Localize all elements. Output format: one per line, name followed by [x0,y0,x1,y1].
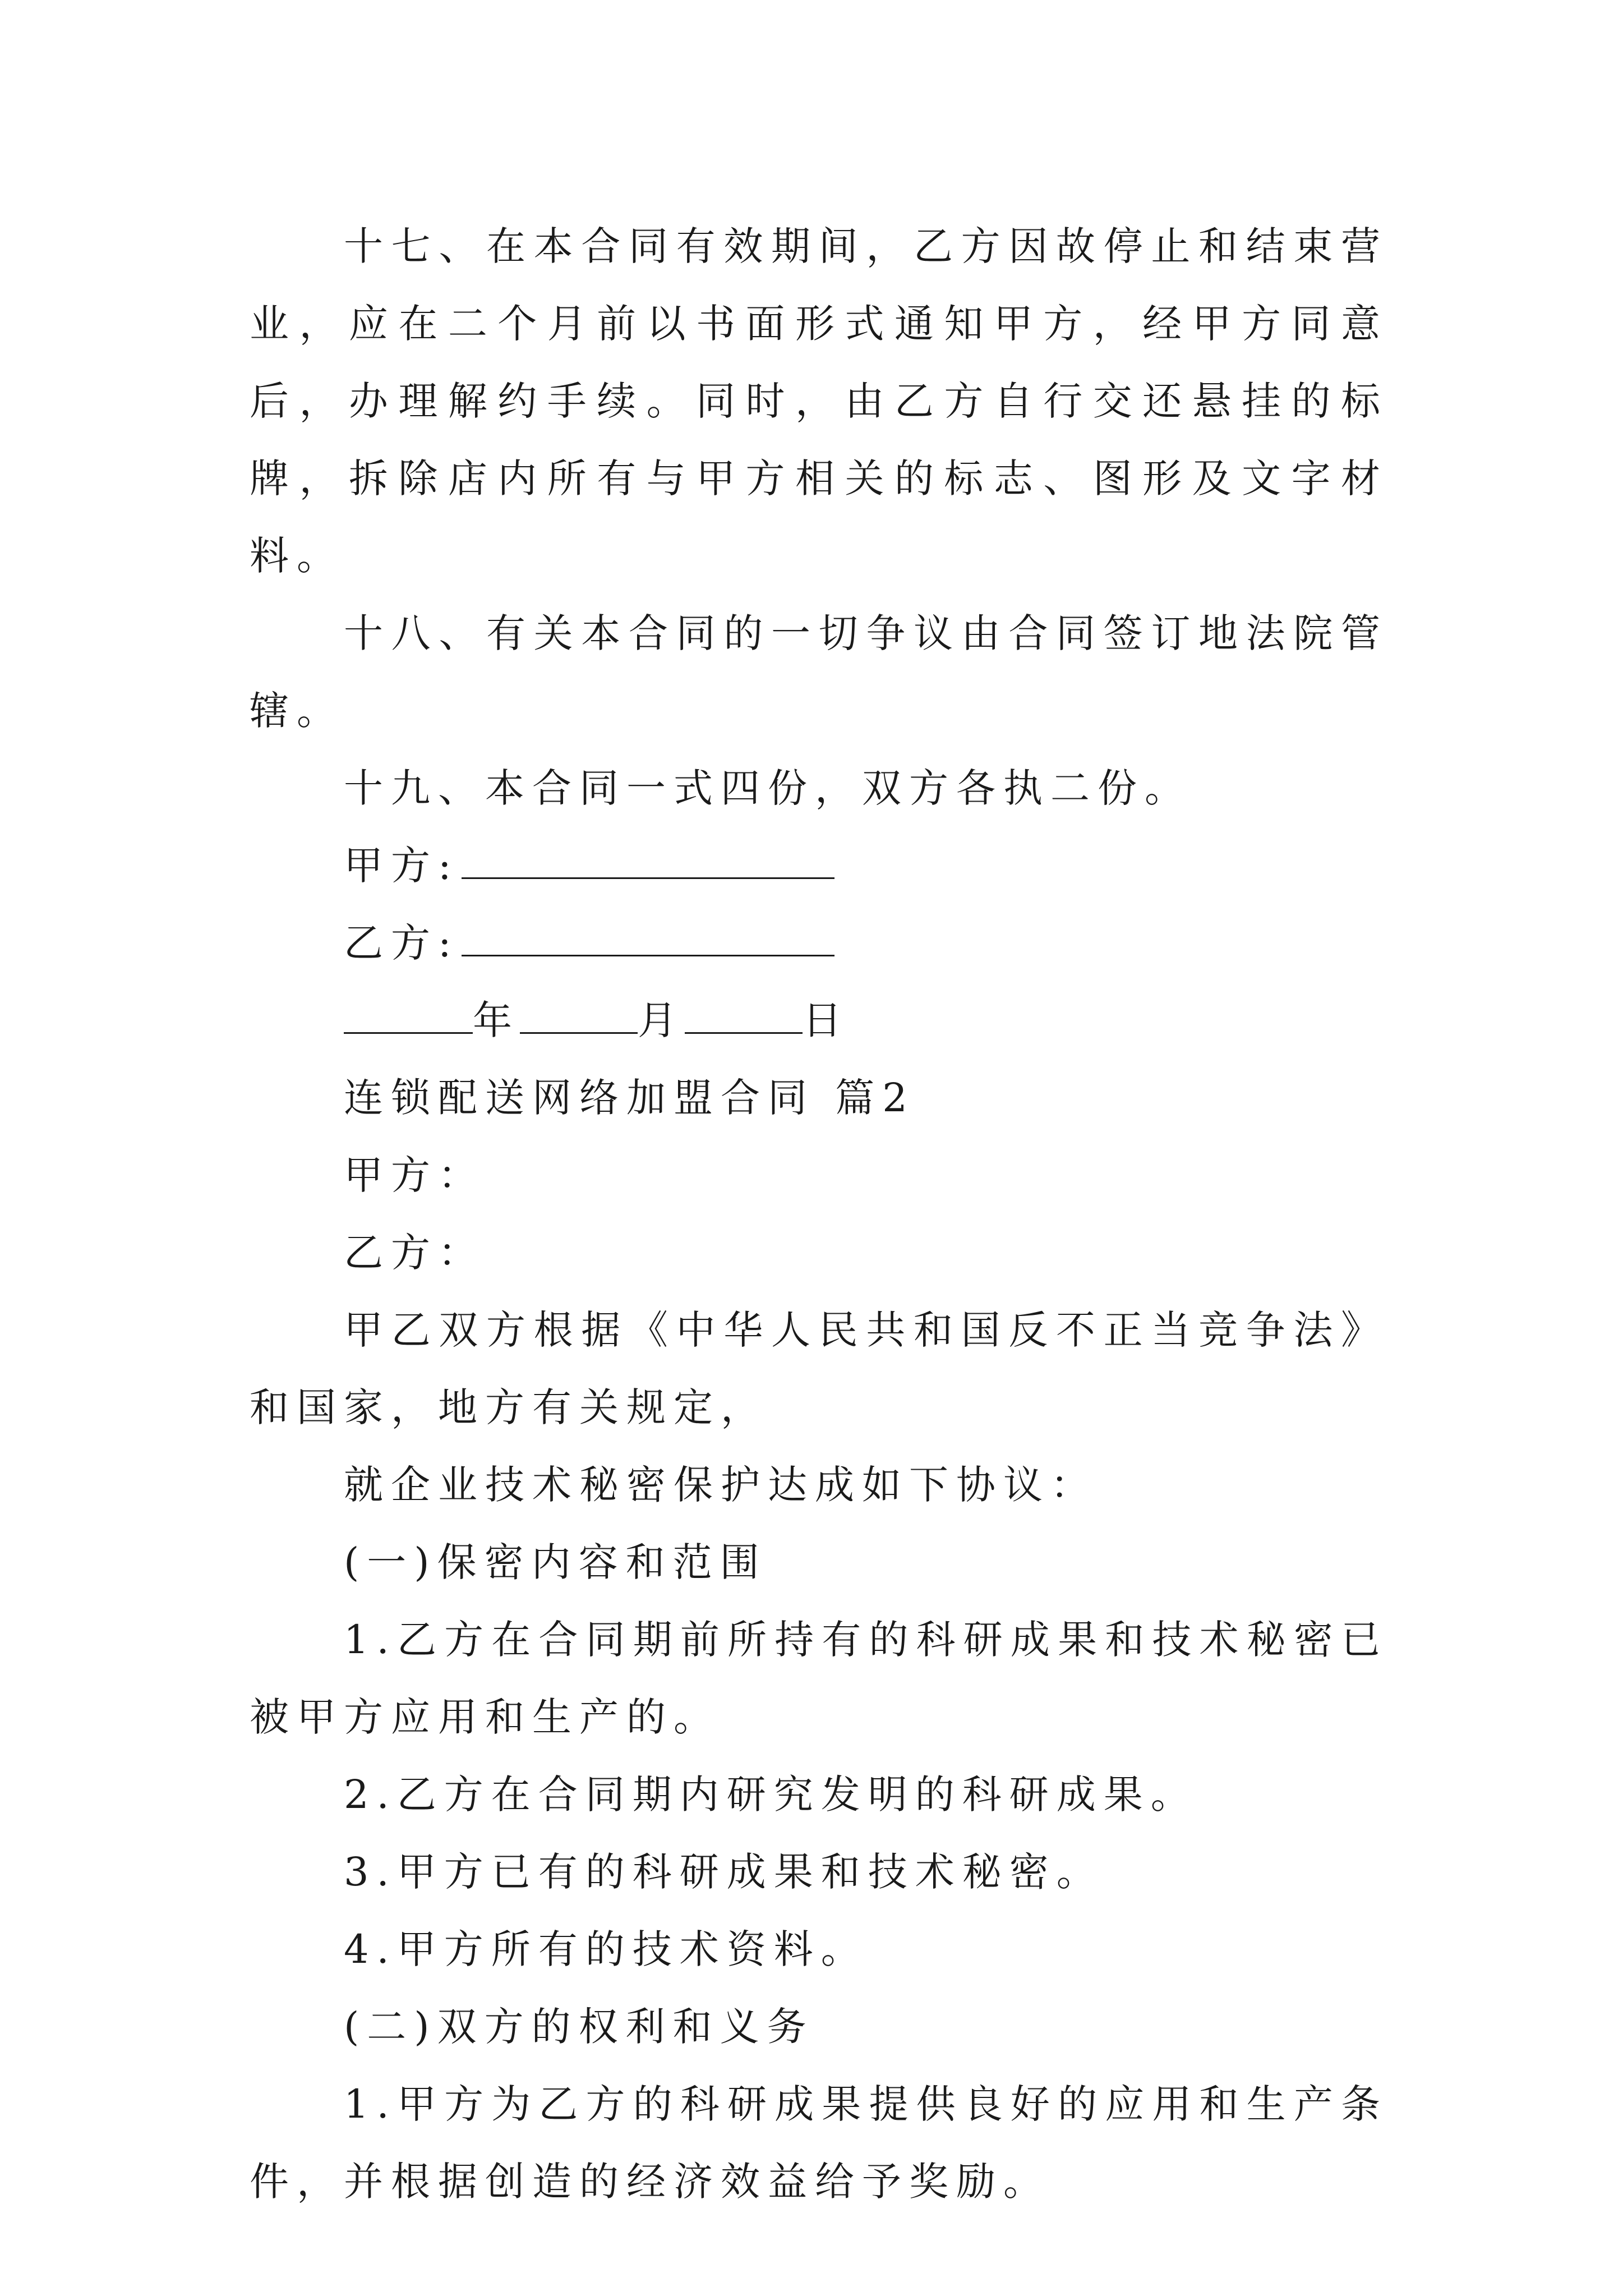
party-b-line: 乙方： [344,1230,485,1276]
party-a-line: 甲方： [344,1152,485,1198]
party-b-signature-line [250,904,1388,982]
year-label: 年 [473,997,520,1043]
year-blank [344,997,473,1034]
party-b-blank [462,920,834,956]
clause-17: 十七、在本合同有效期间，乙方因故停止和结束营业，应在二个月前以书面形式通知甲方，经甲方同意后，办理解约手续。同时，由乙方自行交还悬挂的标牌，拆除店内所有与甲方相关的标志、图形及文字材料。 [250,223,1388,579]
document-body [250,208,1388,2220]
clause-18: 十八、有关本合同的一切争议由合同签订地法院管辖。 [250,610,1388,734]
month-label: 月 [638,997,685,1043]
scope-item-3: 3.甲方已有的科研成果和技术秘密。 [344,1849,1104,1895]
party-a-label: 甲方: [344,843,459,889]
party-a-signature-line [250,827,1388,904]
agreement-line: 就企业技术秘密保护达成如下协议： [344,1462,1098,1508]
heading-scope: (一)保密内容和范围 [344,1539,767,1585]
date-line [250,982,1388,1059]
scope-item-4: 4.甲方所有的技术资料。 [344,1926,868,1972]
month-blank [520,997,638,1034]
scope-item-2: 2.乙方在合同期内研究发明的科研成果。 [344,1772,1198,1818]
clause-19: 十九、本合同一式四份，双方各执二份。 [344,765,1192,811]
party-b-label: 乙方: [344,920,459,966]
day-label: 日 [803,997,850,1043]
heading-rights: (二)双方的权利和义务 [344,2004,814,2050]
section-title: 连锁配送网络加盟合同 篇2 [344,1075,915,1121]
party-a-blank [462,843,834,879]
scope-item-1: 1.乙方在合同期前所持有的科研成果和技术秘密已被甲方应用和生产的。 [250,1617,1388,1740]
day-blank [685,997,803,1034]
rights-item-1: 1.甲方为乙方的科研成果提供良好的应用和生产条件，并根据创造的经济效益给予奖励。 [250,2081,1388,2205]
intro-paragraph: 甲乙双方根据《中华人民共和国反不正当竞争法》和国家，地方有关规定， [250,1307,1388,1430]
